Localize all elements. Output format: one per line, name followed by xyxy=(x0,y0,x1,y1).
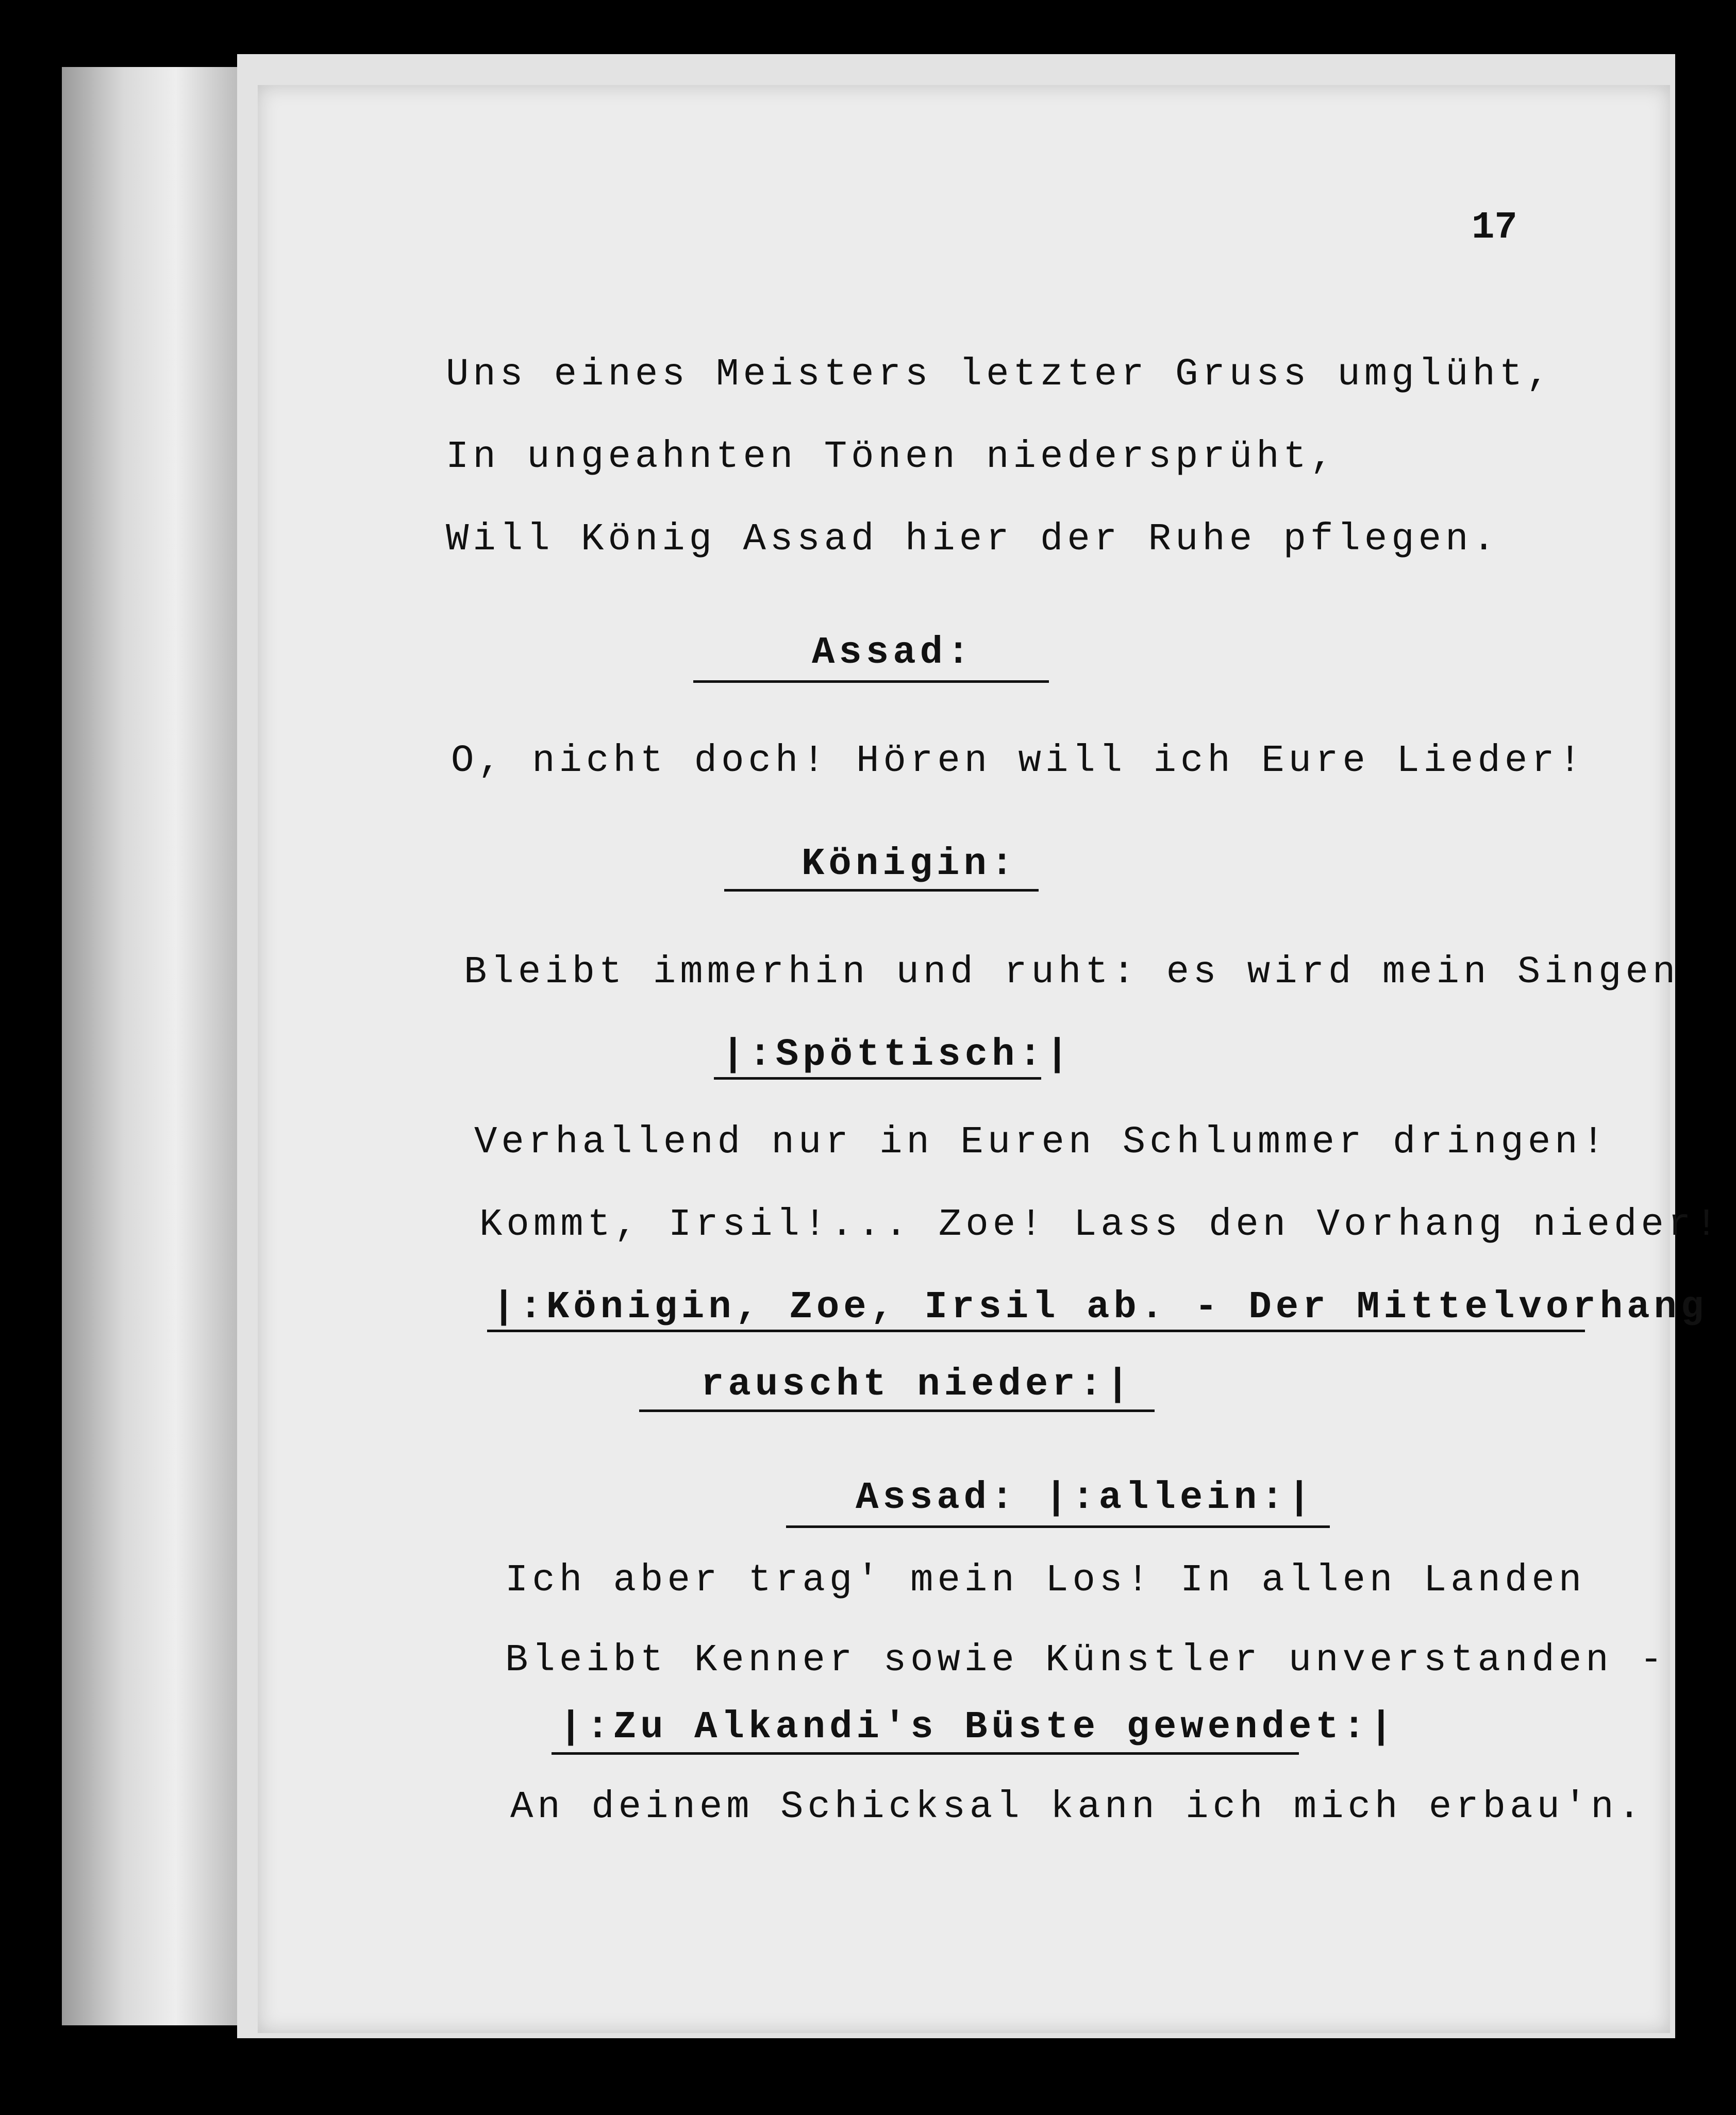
speaker-assad-allein: Assad: |:allein:| xyxy=(856,1476,1315,1520)
verse-line-9: Bleibt Kenner sowie Künstler unverstanden - xyxy=(505,1639,1667,1682)
document-page xyxy=(258,85,1722,2033)
verse-line-2: In ungeahnten Tönen niedersprüht, xyxy=(446,435,1338,479)
direction-underline xyxy=(552,1752,1299,1755)
verse-line-4: O, nicht doch! Hören will ich Eure Lieder! xyxy=(451,740,1586,783)
page-number: 17 xyxy=(1472,206,1517,249)
verse-line-6: Verhallend nur in Euren Schlummer dringen! xyxy=(474,1121,1609,1164)
direction-underline xyxy=(714,1077,1041,1080)
speaker-koenigin: Königin: xyxy=(802,843,1018,886)
direction-underline xyxy=(639,1409,1155,1412)
verse-line-5: Bleibt immerhin und ruht: es wird mein Singen xyxy=(464,951,1680,994)
verse-line-8: Ich aber trag' mein Los! In allen Landen xyxy=(505,1559,1586,1602)
speaker-underline xyxy=(693,680,1049,683)
stage-direction-exit: |:Königin, Zoe, Irsil ab. - Der Mittelvorhang xyxy=(492,1286,1708,1329)
verse-line-1: Uns eines Meisters letzter Gruss umglüht, xyxy=(446,353,1554,396)
stage-direction-exit-cont: rauscht nieder:| xyxy=(701,1363,1133,1406)
direction-underline xyxy=(487,1330,1585,1332)
facing-page-edge xyxy=(62,67,237,2025)
verse-line-3: Will König Assad hier der Ruhe pflegen. xyxy=(446,518,1499,561)
speaker-underline xyxy=(724,889,1039,892)
stage-direction-bueste: |:Zu Alkandi's Büste gewendet:| xyxy=(559,1706,1397,1749)
verse-line-10: An deinem Schicksal kann ich mich erbau'n. xyxy=(510,1786,1645,1829)
verse-line-7: Kommt, Irsil!... Zoe! Lass den Vorhang nieder! xyxy=(479,1203,1722,1247)
speaker-assad: Assad: xyxy=(812,631,974,675)
speaker-underline xyxy=(786,1525,1330,1528)
stage-direction-spoettisch: |:Spöttisch:| xyxy=(722,1033,1073,1077)
